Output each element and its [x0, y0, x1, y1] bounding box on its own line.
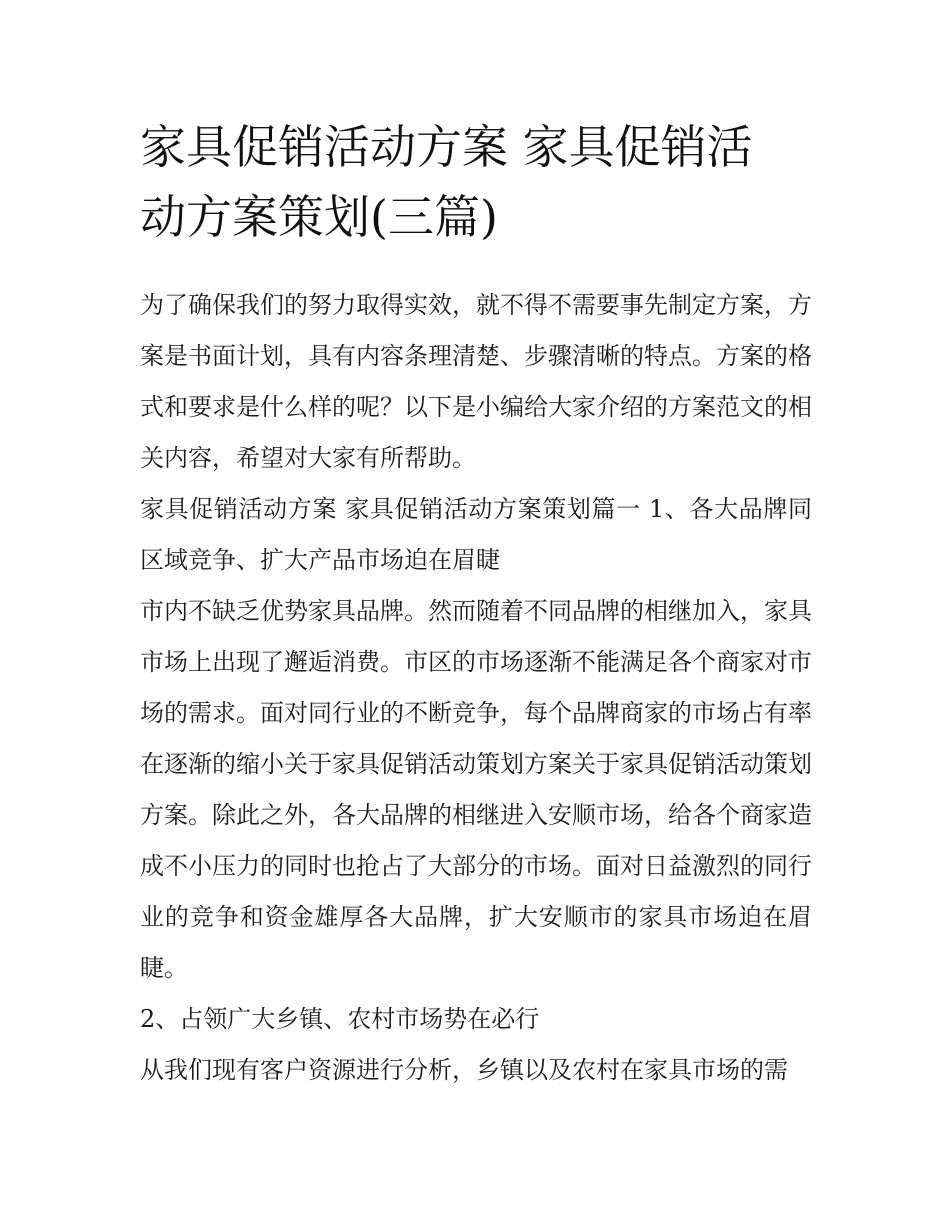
body-paragraph: 市内不缺乏优势家具品牌。然而随着不同品牌的相继加入，家具市场上出现了邂逅消费。市区的市场逐渐不能满足各个商家对市场的需求。面对同行业的不断竞争，每个品牌商家的市场占有率在逐渐的缩小关于家具促销活动策划方案关于家具促销活动策划方案。除此之外，各大品牌的相继进入安顺市场，给各个商家造成不小压力的同时也抢占了大部分的市场。面对日益激烈的同行业的竞争和资金雄厚各大品牌，扩大安顺市的家具市场迫在眉睫。: [140, 597, 812, 982]
document-page: [140, 112, 812, 1096]
title-line-2: 动方案策划(三篇): [140, 190, 498, 244]
title-line-1: 家具促销活动方案 家具促销活: [140, 120, 753, 174]
section-heading-1: 家具促销活动方案 家具促销活动方案策划篇一 1、各大品牌同区域竞争、扩大产品市场迫在眉睫: [140, 495, 812, 574]
intro-paragraph: 为了确保我们的努力取得实效，就不得不需要事先制定方案，方案是书面计划，具有内容条理清楚、步骤清晰的特点。方案的格式和要求是什么样的呢？以下是小编给大家介绍的方案范文的相关内容，希望对大家有所帮助。: [140, 291, 812, 472]
body-paragraph-partial: 从我们现有客户资源进行分析，乡镇以及农村在家具市场的需: [140, 1056, 788, 1084]
document-body: [140, 280, 812, 1096]
section-heading-2: 2、占领广大乡镇、农村市场势在必行: [140, 1005, 540, 1033]
document-title: [140, 112, 812, 252]
